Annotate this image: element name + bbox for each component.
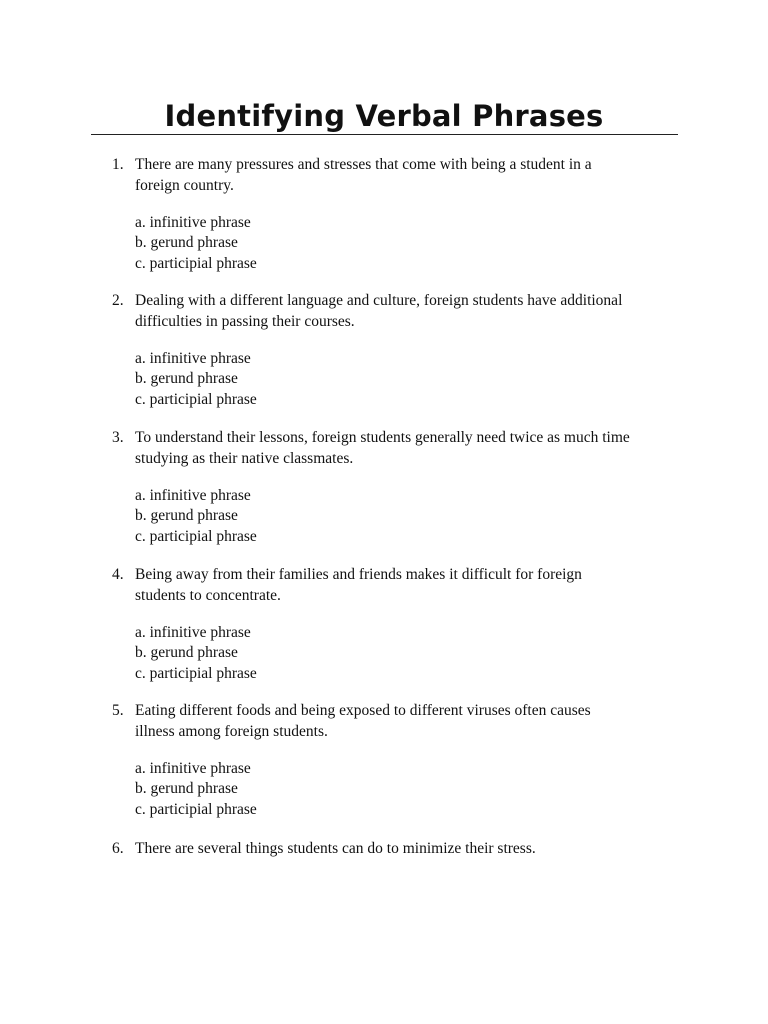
question-text: There are several things students can do to minimize their stress.: [135, 840, 536, 857]
question-text: Dealing with a different language and culture, foreign students have additional difficulties in passing their courses.: [135, 292, 623, 330]
page-title: Identifying Verbal Phrases: [164, 99, 604, 133]
question-text: Eating different foods and being exposed to different viruses often causes illness among foreign students.: [135, 702, 591, 740]
answer-options: [135, 623, 257, 684]
answer-options: [135, 349, 257, 410]
option-c[interactable]: c. participial phrase: [135, 390, 257, 408]
option-a[interactable]: a. infinitive phrase: [135, 760, 251, 777]
option-c[interactable]: c. participial phrase: [135, 254, 257, 272]
question-text: To understand their lessons, foreign students generally need twice as much time studying as their native classmates.: [135, 429, 630, 467]
option-c[interactable]: c. participial phrase: [135, 527, 257, 545]
option-a[interactable]: a. infinitive phrase: [135, 487, 251, 504]
question-number: 5.: [112, 702, 124, 719]
option-a[interactable]: a. infinitive phrase: [135, 624, 251, 641]
question-text: Being away from their families and friends makes it difficult for foreign students to concentrate.: [135, 566, 582, 604]
option-b[interactable]: b. gerund phrase: [135, 780, 238, 798]
question-number: 3.: [112, 429, 124, 446]
option-a[interactable]: a. infinitive phrase: [135, 214, 251, 231]
option-a[interactable]: a. infinitive phrase: [135, 350, 251, 367]
answer-options: [135, 486, 257, 547]
option-b[interactable]: b. gerund phrase: [135, 234, 238, 252]
question-number: 4.: [112, 566, 124, 583]
option-c[interactable]: c. participial phrase: [135, 800, 257, 818]
answer-options: [135, 759, 257, 820]
question-number: 6.: [112, 840, 124, 857]
answer-options: [135, 213, 257, 274]
question-text: There are many pressures and stresses that come with being a student in a foreign country.: [135, 156, 592, 194]
option-c[interactable]: c. participial phrase: [135, 664, 257, 682]
question-number: 1.: [112, 156, 124, 173]
option-b[interactable]: b. gerund phrase: [135, 507, 238, 525]
option-b[interactable]: b. gerund phrase: [135, 370, 238, 388]
question-number: 2.: [112, 292, 124, 309]
option-b[interactable]: b. gerund phrase: [135, 644, 238, 662]
